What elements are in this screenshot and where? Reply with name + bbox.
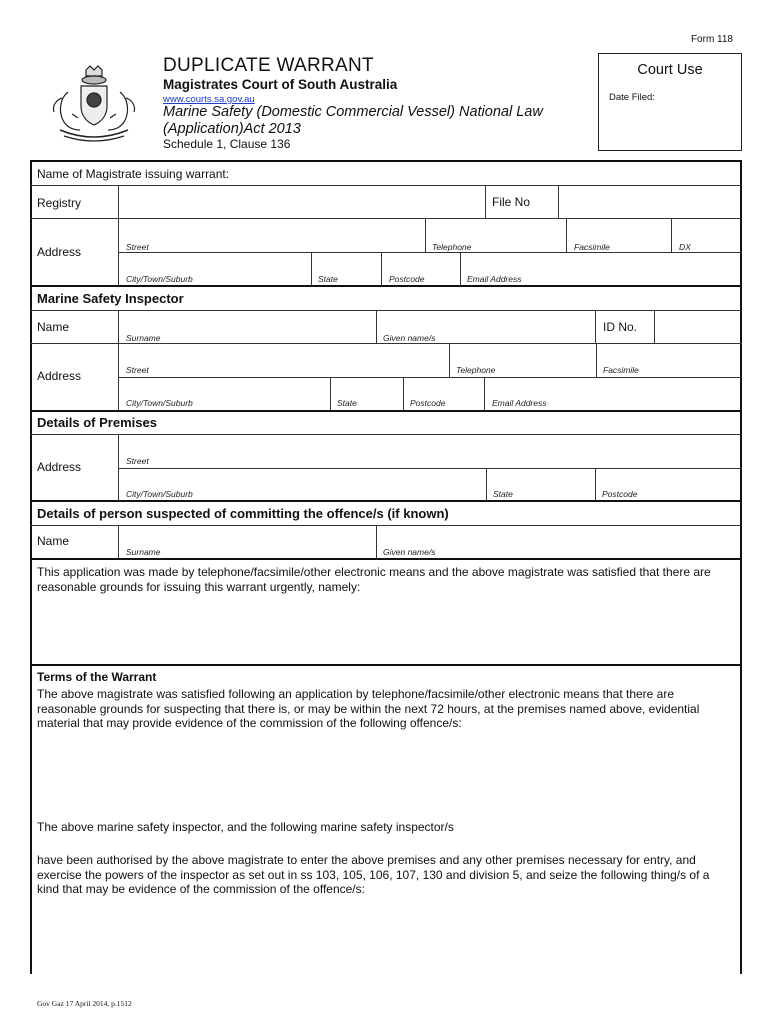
court-use-title: Court Use (637, 62, 703, 78)
premises-address-label: Address (37, 460, 82, 474)
inspector-heading: Marine Safety Inspector (37, 291, 184, 306)
magistrate-postcode-label: Postcode (389, 274, 425, 284)
terms-paragraph-2: The above marine safety inspector, and the following marine safety inspector/s (37, 820, 454, 834)
application-statement: This application was made by telephone/facsimile/other electronic means and the above magistrate was satisfied that there are reasonable grounds for issuing this warrant urgently, namely: (37, 565, 711, 594)
act-title: Marine Safety (Domestic Commercial Vessel) National Law (Application)Act 2013 (163, 104, 543, 137)
court-name: Magistrates Court of South Australia (163, 77, 398, 92)
inspector-postcode-label: Postcode (410, 398, 446, 408)
file-no-label: File No (492, 195, 531, 209)
suspect-name-field[interactable] (119, 526, 741, 557)
magistrate-heading: Name of Magistrate issuing warrant: (37, 167, 230, 181)
inspector-id-field[interactable] (655, 311, 741, 342)
gazette-reference: Gov Gaz 17 April 2014, p.1512 (37, 999, 132, 1008)
inspector-name-label: Name (37, 320, 70, 334)
inspector-email-label: Email Address (492, 398, 547, 408)
things-to-seize-field[interactable] (33, 900, 739, 970)
registry-field[interactable] (119, 186, 485, 218)
inspector-street-field[interactable] (119, 344, 741, 376)
premises-state-label: State (493, 489, 513, 499)
magistrate-state-label: State (318, 274, 338, 284)
magistrate-city-field[interactable] (119, 253, 741, 284)
magistrate-email-label: Email Address (467, 274, 522, 284)
premises-street-label: Street (126, 456, 149, 466)
inspector-street-label: Street (126, 365, 149, 375)
suspect-heading: Details of person suspected of committing the offence/s (if known) (37, 506, 449, 521)
magistrate-telephone-label: Telephone (432, 242, 472, 252)
form-title: DUPLICATE WARRANT (163, 55, 374, 76)
inspector-id-label: ID No. (603, 320, 638, 334)
inspector-given-names-label: Given name/s (383, 333, 436, 343)
inspector-address-label: Address (37, 369, 82, 383)
file-no-field[interactable] (559, 186, 741, 218)
inspector-telephone-label: Telephone (456, 365, 496, 375)
magistrate-facsimile-label: Facsimile (574, 242, 610, 252)
premises-postcode-label: Postcode (602, 489, 638, 499)
terms-paragraph-1: The above magistrate was satisfied following an application by telephone/facsimile/other electronic means that there are reasonable grounds for suspecting that there is, or may be within the next 72 hours, at the premises named above, evidential material that may provide evidence of the commission of the following offence/s: (37, 687, 700, 730)
inspector-surname-label: Surname (126, 333, 161, 343)
registry-label: Registry (37, 196, 82, 210)
magistrate-street-field[interactable] (119, 219, 741, 252)
additional-inspectors-field[interactable] (33, 836, 739, 852)
inspector-facsimile-label: Facsimile (603, 365, 639, 375)
terms-heading: Terms of the Warrant (37, 670, 157, 684)
inspector-name-field[interactable] (119, 311, 595, 342)
schedule-reference: Schedule 1, Clause 136 (163, 137, 291, 151)
suspect-given-names-label: Given name/s (383, 547, 436, 557)
form-number: Form 118 (690, 34, 733, 45)
magistrate-city-label: City/Town/Suburb (126, 274, 193, 284)
court-use-box (598, 53, 742, 151)
inspector-state-label: State (337, 398, 357, 408)
premises-city-label: City/Town/Suburb (126, 489, 193, 499)
magistrate-dx-label: DX (679, 242, 691, 252)
magistrate-address-label: Address (37, 245, 82, 259)
offences-field[interactable] (33, 733, 739, 813)
premises-heading: Details of Premises (37, 415, 157, 430)
inspector-city-field[interactable] (119, 378, 741, 409)
premises-street-field[interactable] (119, 435, 741, 467)
premises-city-field[interactable] (119, 469, 741, 499)
suspect-name-label: Name (37, 534, 70, 548)
inspector-city-label: City/Town/Suburb (126, 398, 193, 408)
terms-paragraph-3: have been authorised by the above magistrate to enter the above premises and any other premises necessary for entry, and exercise the powers of the inspector as set out in ss 103, 105, 106, 107, 130 and division 5, and seize the following thing/s of a kind that may be evidence of the commission of the offence/s: (37, 853, 710, 896)
coat-of-arms-icon (48, 64, 140, 146)
date-filed-label: Date Filed: (609, 92, 655, 103)
suspect-surname-label: Surname (126, 547, 161, 557)
magistrate-street-label: Street (126, 242, 149, 252)
website-link[interactable]: www.courts.sa.gov.au (163, 94, 255, 105)
grounds-field[interactable] (33, 596, 739, 662)
